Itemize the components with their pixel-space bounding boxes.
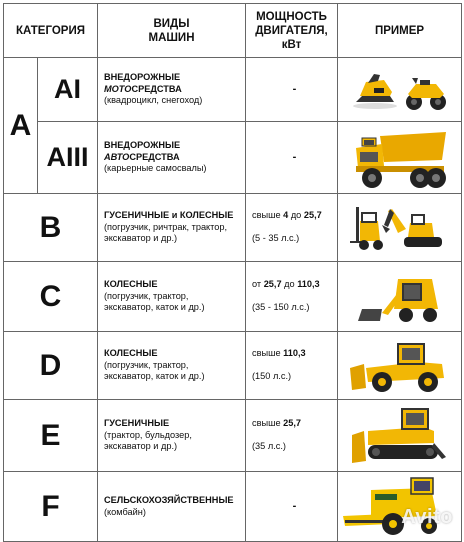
desc-aiii: ВНЕДОРОЖНЫЕ АВТОСРЕДСТВА (карьерные самосвалы)	[98, 122, 246, 194]
combine-harvester-image	[338, 472, 462, 542]
desc-ai: ВНЕДОРОЖНЫЕ МОТОСРЕДСТВА (квадроцикл, снегоход)	[98, 58, 246, 122]
wheel-dozer-icon	[348, 338, 452, 394]
forklift-mini-excavator-image	[338, 194, 462, 262]
forklift-excavator-icon	[348, 203, 452, 253]
categories-table	[3, 3, 462, 542]
row-aiii	[4, 122, 462, 194]
category-d: D	[4, 332, 98, 400]
power-aiii: -	[246, 122, 338, 194]
category-ai: AI	[38, 58, 98, 122]
row-d	[4, 332, 462, 400]
power-c: от 25,7 до 110,3 (35 - 150 л.с.)	[246, 262, 338, 332]
power-f: -	[246, 472, 338, 542]
desc-e: ГУСЕНИЧНЫЕ (трактор, бульдозер, экскаватор и др.)	[98, 400, 246, 472]
snowmobile-atv-image	[338, 58, 462, 122]
row-c	[4, 262, 462, 332]
header-row	[4, 4, 462, 58]
desc-c: КОЛЕСНЫЕ (погрузчик, трактор, экскаватор, каток и др.)	[98, 262, 246, 332]
skid-steer-loader-image	[338, 262, 462, 332]
snowmobile-atv-icon	[350, 66, 450, 114]
category-f: F	[4, 472, 98, 542]
row-f	[4, 472, 462, 542]
desc-b: ГУСЕНИЧНЫЕ и КОЛЕСНЫЕ (погрузчик, ричтрак, трактор, экскаватор и др.)	[98, 194, 246, 262]
power-ai: -	[246, 58, 338, 122]
category-e: E	[4, 400, 98, 472]
bulldozer-icon	[350, 405, 450, 467]
header-category: КАТЕГОРИЯ	[4, 4, 98, 58]
desc-f: СЕЛЬСКОХОЗЯЙСТВЕННЫЕ (комбайн)	[98, 472, 246, 542]
wheel-dozer-image	[338, 332, 462, 400]
category-a: A	[4, 58, 38, 194]
power-e: свыше 25,7 (35 л.с.)	[246, 400, 338, 472]
mining-dump-truck-image	[338, 122, 462, 194]
crawler-bulldozer-image	[338, 400, 462, 472]
row-ai	[4, 58, 462, 122]
category-b: B	[4, 194, 98, 262]
skid-steer-icon	[354, 269, 446, 325]
header-example: ПРИМЕР	[338, 4, 462, 58]
dump-truck-icon	[350, 126, 450, 190]
category-aiii: AIII	[38, 122, 98, 194]
row-b	[4, 194, 462, 262]
header-power: МОЩНОСТЬ ДВИГАТЕЛЯ, кВт	[246, 4, 338, 58]
category-c: C	[4, 262, 98, 332]
row-e	[4, 400, 462, 472]
power-b: свыше 4 до 25,7 (5 - 35 л.с.)	[246, 194, 338, 262]
header-types: ВИДЫ МАШИН	[98, 4, 246, 58]
desc-d: КОЛЕСНЫЕ (погрузчик, трактор, экскаватор, каток и др.)	[98, 332, 246, 400]
power-d: свыше 110,3 (150 л.с.)	[246, 332, 338, 400]
avito-watermark: Avito	[401, 506, 453, 528]
